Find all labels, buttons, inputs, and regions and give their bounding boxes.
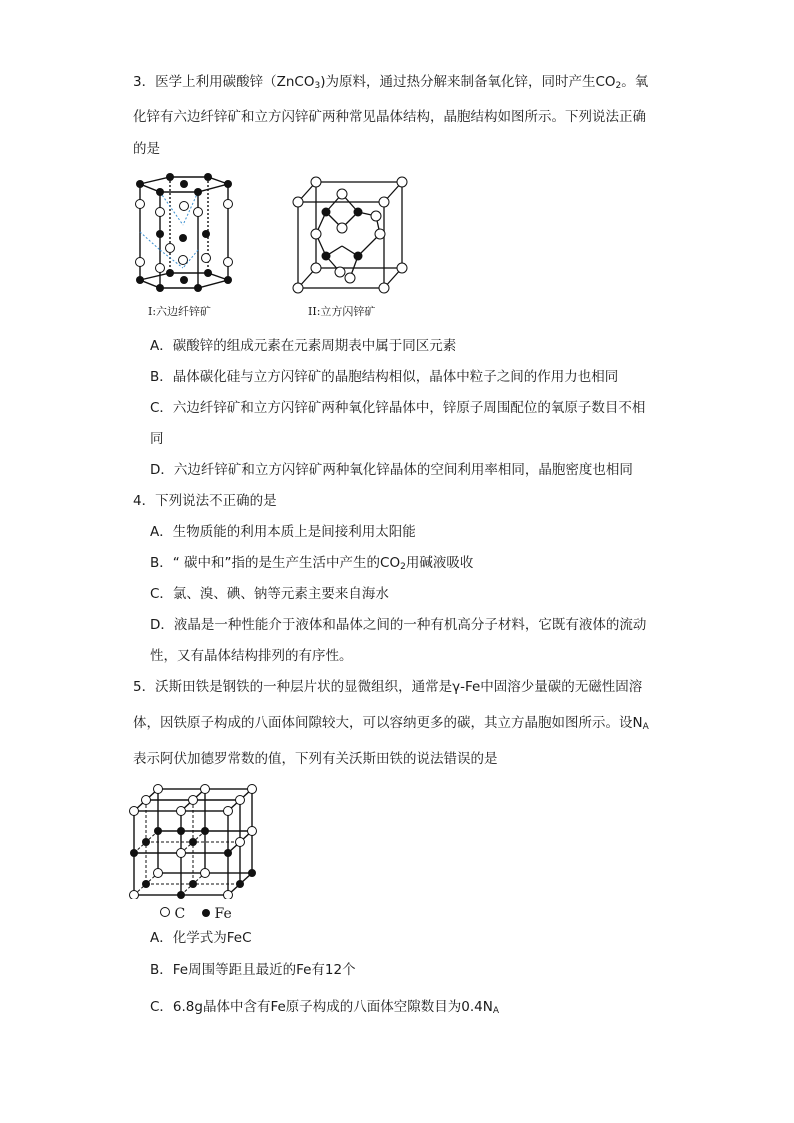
- hexagonal-wurtzite-figure: [128, 170, 240, 300]
- subscript-3: 3: [314, 81, 321, 91]
- q4-option-b-text-a: B．“ 碳中和”指的是生产生活中产生的CO: [150, 555, 401, 571]
- q5-line1: 5．沃斯田铁是钢铁的一种层片状的显微组织，通常是γ-Fe中固溶少量碳的无磁性固溶: [133, 679, 643, 695]
- q3-text-b: )为原料，通过热分解来制备氧化锌，同时产生CO: [320, 74, 616, 90]
- q4-option-d-line2: 性，又有晶体结构排列的有序性。: [150, 648, 353, 664]
- q3-text-a: 3．医学上利用碳酸锌（ZnCO: [133, 74, 315, 90]
- subscript-a: A: [492, 1006, 500, 1016]
- figure1-caption: I:六边纤锌矿: [148, 305, 212, 318]
- q3-option-a: A．碳酸锌的组成元素在元素周期表中属于同区元素: [150, 338, 457, 354]
- q3-option-c-line2: 同: [150, 431, 164, 447]
- iron-filled-circle-icon: [202, 909, 210, 917]
- q3-option-b: B．晶体碳化硅与立方闪锌矿的晶胞结构相似，晶体中粒子之间的作用力也相同: [150, 369, 619, 385]
- q4-option-c: C．氯、溴、碘、钠等元素主要来自海水: [150, 586, 389, 602]
- legend-iron-label: Fe: [214, 906, 232, 922]
- q3-line2: 化锌有六边纤锌矿和立方闪锌矿两种常见晶体结构，晶胞结构如图所示。下列说法正确: [133, 109, 646, 125]
- q4-option-b: [150, 553, 473, 577]
- q5-option-c: [150, 997, 499, 1021]
- q5-line2-text: 体，因铁原子构成的八面体间隙较大，可以容纳更多的碳，其立方晶胞如图所示。设N: [133, 715, 643, 731]
- figure2-caption: II:立方闪锌矿: [308, 305, 376, 318]
- q4-option-a: A．生物质能的利用本质上是间接利用太阳能: [150, 524, 416, 540]
- q4-option-b-text-b: 用碱液吸收: [405, 555, 474, 571]
- cubic-zincblende-figure: [290, 172, 410, 298]
- figure-legend: [160, 906, 232, 922]
- q4-stem: 4．下列说法不正确的是: [133, 493, 277, 509]
- austenite-cell-figure: [128, 783, 258, 899]
- q3-option-d: D．六边纤锌矿和立方闪锌矿两种氧化锌晶体的空间利用率相同，晶胞密度也相同: [150, 462, 633, 478]
- q5-option-b: B．Fe周围等距且最近的Fe有12个: [150, 962, 356, 978]
- subscript-a: A: [642, 722, 649, 732]
- subscript-2: 2: [615, 81, 622, 91]
- q5-option-c-text: C．6.8g晶体中含有Fe原子构成的八面体空隙数目为0.4N: [150, 999, 493, 1015]
- q4-option-d-line1: D．液晶是一种性能介于液体和晶体之间的一种有机高分子材料，它既有液体的流动: [150, 617, 647, 633]
- q3-option-c-line1: C．六边纤锌矿和立方闪锌矿两种氧化锌晶体中，锌原子周围配位的氧原子数目不相: [150, 400, 646, 416]
- q3-line1: [133, 72, 648, 96]
- legend-carbon-label: C: [174, 906, 186, 922]
- carbon-open-circle-icon: [160, 907, 170, 917]
- q5-option-a: A．化学式为FeC: [150, 930, 252, 946]
- q3-line3: 的是: [133, 141, 160, 157]
- q5-line3: 表示阿伏加德罗常数的值，下列有关沃斯田铁的说法错误的是: [133, 751, 498, 767]
- q3-text-c: 。氧: [621, 74, 649, 90]
- q5-line2: [133, 713, 649, 737]
- subscript-2: 2: [400, 562, 406, 572]
